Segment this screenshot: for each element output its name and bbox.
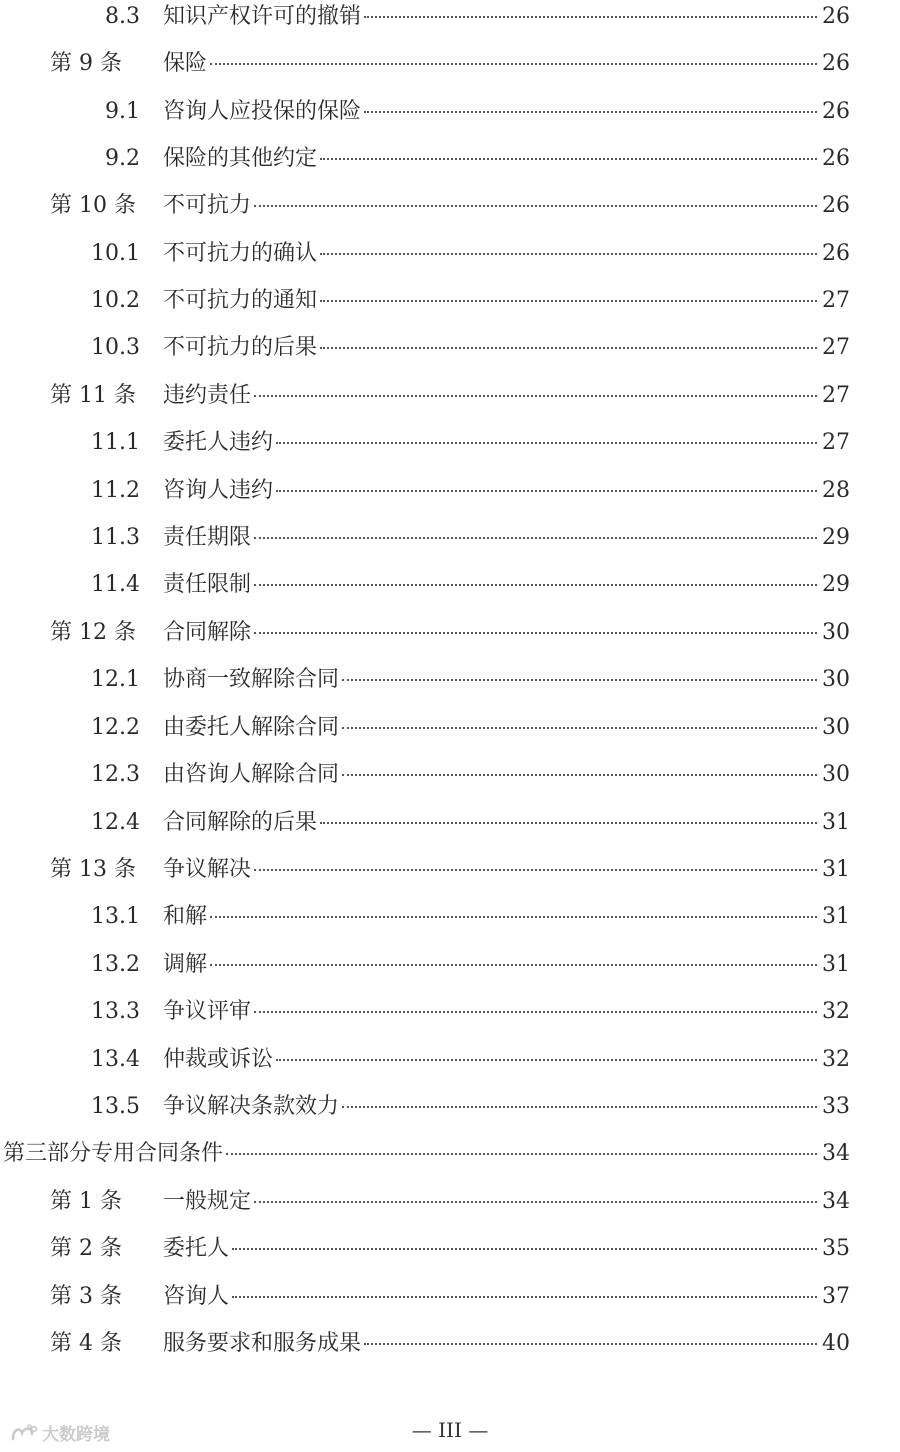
toc-entry-page: 27 bbox=[822, 383, 850, 408]
leader-dots bbox=[276, 442, 817, 444]
toc-entry-line bbox=[163, 44, 850, 84]
toc-entry-title: 责任期限 bbox=[163, 525, 252, 550]
toc-entry-line bbox=[163, 0, 850, 37]
toc-entry-line bbox=[163, 1229, 850, 1269]
toc-entry-line bbox=[163, 1182, 850, 1222]
toc-entry-page: 40 bbox=[822, 1331, 850, 1356]
toc-entry-page: 27 bbox=[822, 335, 850, 360]
leader-dots bbox=[226, 1153, 817, 1155]
toc-entry-title: 不可抗力的后果 bbox=[163, 335, 318, 360]
toc-entry[interactable] bbox=[0, 44, 900, 84]
toc-entry-line bbox=[163, 992, 850, 1032]
toc-entry-page: 26 bbox=[822, 241, 850, 266]
toc-entry-number: 第 2 条 bbox=[50, 1236, 122, 1261]
toc-entry-title: 争议评审 bbox=[163, 999, 252, 1024]
toc-entry-number: 13.2 bbox=[91, 952, 140, 977]
toc-entry[interactable] bbox=[0, 234, 900, 274]
toc-entry-title: 不可抗力的确认 bbox=[163, 241, 318, 266]
toc-entry-title: 合同解除 bbox=[163, 620, 252, 645]
leader-dots bbox=[254, 395, 817, 397]
toc-entry-number: 13.4 bbox=[91, 1047, 140, 1072]
toc-entry-number: 第 3 条 bbox=[50, 1284, 122, 1309]
toc-entry-page: 26 bbox=[822, 193, 850, 218]
toc-entry-title: 不可抗力的通知 bbox=[163, 288, 318, 313]
toc-entry-number: 12.1 bbox=[91, 667, 140, 692]
toc-entry-number: 13.3 bbox=[91, 999, 140, 1024]
toc-entry-title: 合同解除的后果 bbox=[163, 810, 318, 835]
toc-part-heading[interactable] bbox=[0, 1134, 900, 1174]
toc-entry-page: 31 bbox=[822, 904, 850, 929]
toc-entry[interactable] bbox=[0, 565, 900, 605]
toc-entry-title: 一般规定 bbox=[163, 1189, 252, 1214]
toc-entry-line bbox=[163, 660, 850, 700]
toc-entry-number: 第 13 条 bbox=[50, 857, 136, 882]
toc-entry[interactable] bbox=[0, 518, 900, 558]
toc-entry-page: 31 bbox=[822, 810, 850, 835]
toc-entry[interactable] bbox=[0, 755, 900, 795]
toc-entry-number: 第 9 条 bbox=[50, 51, 122, 76]
toc-entry-line bbox=[163, 945, 850, 985]
toc-entry-number: 10.2 bbox=[91, 288, 140, 313]
toc-entry-line bbox=[163, 565, 850, 605]
toc-entry-line bbox=[3, 1134, 850, 1174]
toc-entry-line bbox=[163, 613, 850, 653]
toc-entry-page: 27 bbox=[822, 288, 850, 313]
toc-entry-page: 29 bbox=[822, 572, 850, 597]
leader-dots bbox=[210, 63, 817, 65]
toc-entry[interactable] bbox=[0, 660, 900, 700]
toc-entry-title: 协商一致解除合同 bbox=[163, 667, 340, 692]
toc-entry-page: 34 bbox=[822, 1189, 850, 1214]
leader-dots bbox=[320, 347, 817, 349]
toc-entry-page: 37 bbox=[822, 1284, 850, 1309]
toc-entry[interactable] bbox=[0, 1087, 900, 1127]
toc-entry-page: 31 bbox=[822, 857, 850, 882]
toc-entry-page: 30 bbox=[822, 667, 850, 692]
toc-entry-title: 由咨询人解除合同 bbox=[163, 762, 340, 787]
toc-entry-page: 28 bbox=[822, 478, 850, 503]
leader-dots bbox=[210, 916, 817, 918]
toc-entry-page: 32 bbox=[822, 1047, 850, 1072]
toc-entry-number: 11.4 bbox=[91, 572, 140, 597]
toc-entry-number: 9.2 bbox=[105, 146, 140, 171]
toc-entry-line bbox=[163, 92, 850, 132]
toc-entry-line bbox=[163, 850, 850, 890]
toc-entry-line bbox=[163, 897, 850, 937]
toc-entry-page: 33 bbox=[822, 1094, 850, 1119]
toc-entry-page: 26 bbox=[822, 4, 850, 29]
toc-entry-title: 争议解决 bbox=[163, 857, 252, 882]
leader-dots bbox=[276, 1059, 817, 1061]
toc-entry-line bbox=[163, 518, 850, 558]
toc-entry-number: 第 1 条 bbox=[50, 1189, 122, 1214]
toc-entry-number: 11.2 bbox=[91, 478, 140, 503]
toc-entry-title: 不可抗力 bbox=[163, 193, 252, 218]
toc-entry-number: 第 11 条 bbox=[50, 383, 136, 408]
leader-dots bbox=[342, 1106, 817, 1108]
toc-entry-number: 10.3 bbox=[91, 335, 140, 360]
toc-entry-title: 仲裁或诉讼 bbox=[163, 1047, 274, 1072]
toc-entry-page: 30 bbox=[822, 762, 850, 787]
toc-entry[interactable] bbox=[0, 613, 900, 653]
toc-entry-page: 26 bbox=[822, 99, 850, 124]
toc-entry[interactable] bbox=[0, 186, 900, 226]
toc-entry-page: 29 bbox=[822, 525, 850, 550]
toc-entry-line bbox=[163, 471, 850, 511]
leader-dots bbox=[364, 1343, 817, 1345]
toc-entry-number: 8.3 bbox=[105, 4, 140, 29]
toc-entry-line bbox=[163, 708, 850, 748]
toc-entry-number: 11.1 bbox=[91, 430, 140, 455]
leader-dots bbox=[320, 300, 817, 302]
toc-entry[interactable] bbox=[0, 1277, 900, 1317]
toc-entry[interactable] bbox=[0, 376, 900, 416]
toc-entry[interactable] bbox=[0, 139, 900, 179]
toc-entry-title: 服务要求和服务成果 bbox=[163, 1331, 362, 1356]
leader-dots bbox=[254, 1011, 817, 1013]
toc-entry-number: 第 4 条 bbox=[50, 1331, 122, 1356]
toc-entry-page: 30 bbox=[822, 620, 850, 645]
leader-dots bbox=[320, 253, 817, 255]
leader-dots bbox=[320, 822, 817, 824]
toc-entry-line bbox=[163, 376, 850, 416]
toc-entry[interactable] bbox=[0, 897, 900, 937]
leader-dots bbox=[364, 111, 817, 113]
toc-entry-line bbox=[163, 423, 850, 463]
toc-entry-line bbox=[163, 1324, 850, 1364]
leader-dots bbox=[254, 632, 817, 634]
toc-entry-line bbox=[163, 281, 850, 321]
toc-entry-page: 27 bbox=[822, 430, 850, 455]
toc-entry-number: 11.3 bbox=[91, 525, 140, 550]
leader-dots bbox=[364, 16, 817, 18]
leader-dots bbox=[254, 537, 817, 539]
toc-entry-page: 35 bbox=[822, 1236, 850, 1261]
toc-entry-title: 和解 bbox=[163, 904, 208, 929]
toc-entry[interactable] bbox=[0, 0, 900, 37]
toc-entry[interactable] bbox=[0, 803, 900, 843]
toc-entry-page: 31 bbox=[822, 952, 850, 977]
leader-dots bbox=[342, 679, 817, 681]
toc-entry-page: 26 bbox=[822, 146, 850, 171]
toc-entry-number: 9.1 bbox=[105, 99, 140, 124]
toc-entry-page: 26 bbox=[822, 51, 850, 76]
toc-entry-line bbox=[163, 328, 850, 368]
toc-entry-number: 12.4 bbox=[91, 810, 140, 835]
toc-entry-title: 委托人违约 bbox=[163, 430, 274, 455]
toc-entry-page: 34 bbox=[822, 1141, 850, 1166]
toc-entry-number: 12.2 bbox=[91, 715, 140, 740]
toc-entry-title: 保险的其他约定 bbox=[163, 146, 318, 171]
toc-entry-line bbox=[163, 755, 850, 795]
toc-entry-title: 咨询人违约 bbox=[163, 478, 274, 503]
toc-entry[interactable] bbox=[0, 92, 900, 132]
toc-entry-page: 32 bbox=[822, 999, 850, 1024]
toc-entry-number: 10.1 bbox=[91, 241, 140, 266]
leader-dots bbox=[276, 490, 817, 492]
leader-dots bbox=[210, 964, 817, 966]
toc-entry[interactable] bbox=[0, 1040, 900, 1080]
leader-dots bbox=[232, 1296, 817, 1298]
leader-dots bbox=[342, 727, 817, 729]
toc-entry-number: 12.3 bbox=[91, 762, 140, 787]
toc-entry[interactable] bbox=[0, 708, 900, 748]
leader-dots bbox=[320, 158, 817, 160]
leader-dots bbox=[254, 1201, 817, 1203]
toc-entry[interactable] bbox=[0, 1182, 900, 1222]
toc-entry-title: 委托人 bbox=[163, 1236, 230, 1261]
toc-entry-line bbox=[163, 139, 850, 179]
page-number: — III — bbox=[411, 1418, 489, 1442]
toc-entry-number: 第 12 条 bbox=[50, 620, 136, 645]
toc-entry-title: 第三部分专用合同条件 bbox=[3, 1141, 224, 1166]
toc-entry-title: 责任限制 bbox=[163, 572, 252, 597]
toc-entry-line bbox=[163, 803, 850, 843]
toc-entry[interactable] bbox=[0, 281, 900, 321]
toc-entry-title: 保险 bbox=[163, 51, 208, 76]
toc-entry-line bbox=[163, 1087, 850, 1127]
leader-dots bbox=[254, 205, 817, 207]
watermark-text: 大数跨境 bbox=[42, 1425, 110, 1445]
leader-dots bbox=[254, 869, 817, 871]
toc-entry-title: 争议解决条款效力 bbox=[163, 1094, 340, 1119]
leader-dots bbox=[232, 1248, 817, 1250]
leader-dots bbox=[342, 774, 817, 776]
toc-entry-number: 第 10 条 bbox=[50, 193, 136, 218]
toc-entry[interactable] bbox=[0, 945, 900, 985]
toc-entry-title: 违约责任 bbox=[163, 383, 252, 408]
toc-entry-title: 咨询人应投保的保险 bbox=[163, 99, 362, 124]
toc-entry-number: 13.5 bbox=[91, 1094, 140, 1119]
toc-entry[interactable] bbox=[0, 471, 900, 511]
toc-entry[interactable] bbox=[0, 992, 900, 1032]
toc-entry-line bbox=[163, 1040, 850, 1080]
leader-dots bbox=[254, 584, 817, 586]
toc-entry[interactable] bbox=[0, 850, 900, 890]
toc-entry-number: 13.1 bbox=[91, 904, 140, 929]
toc-entry[interactable] bbox=[0, 1324, 900, 1364]
toc-entry-title: 由委托人解除合同 bbox=[163, 715, 340, 740]
toc-entry-title: 知识产权许可的撤销 bbox=[163, 4, 362, 29]
toc-entry-title: 调解 bbox=[163, 952, 208, 977]
toc-entry-line bbox=[163, 1277, 850, 1317]
toc-entry-line bbox=[163, 186, 850, 226]
toc-entry-line bbox=[163, 234, 850, 274]
toc-entry-title: 咨询人 bbox=[163, 1284, 230, 1309]
toc-entry-page: 30 bbox=[822, 715, 850, 740]
toc-entry[interactable] bbox=[0, 1229, 900, 1269]
toc-entry[interactable] bbox=[0, 423, 900, 463]
toc-entry[interactable] bbox=[0, 328, 900, 368]
